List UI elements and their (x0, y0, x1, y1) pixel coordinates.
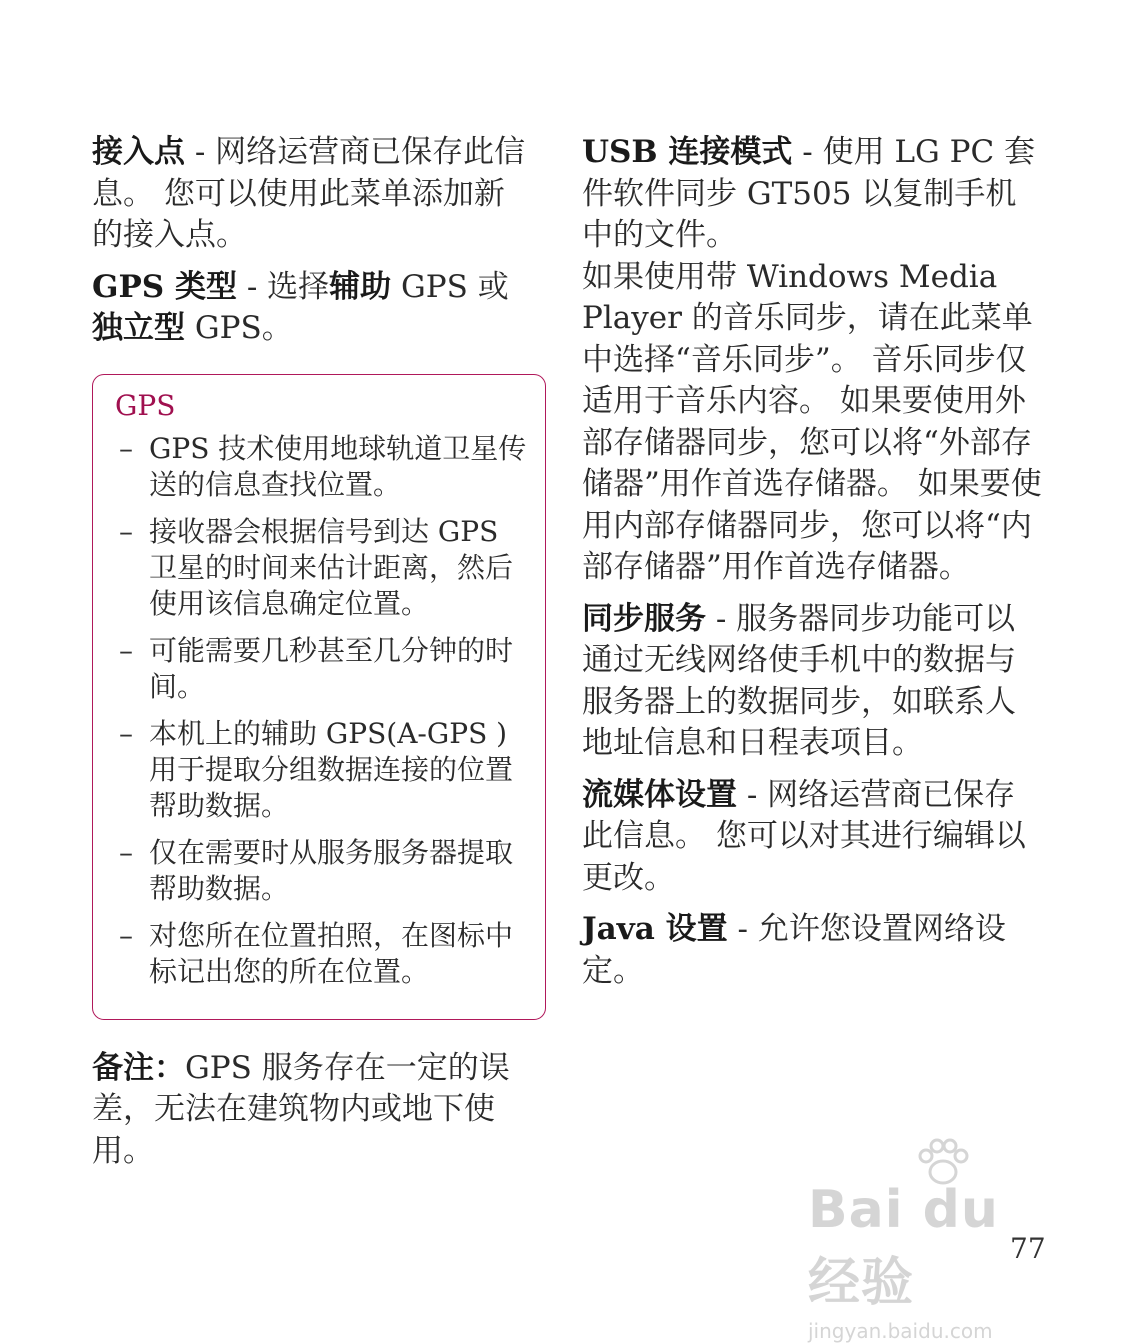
access-point-paragraph (92, 132, 532, 257)
usb-mode-term: USB 连接模式 (582, 134, 793, 170)
right-column (582, 132, 1042, 1002)
gps-type-term: GPS 类型 (92, 268, 237, 305)
gps-box-title: GPS (115, 388, 176, 422)
gps-type-text-1: - 选择 (236, 268, 330, 305)
gps-bullet-item: – 仅在需要时从服务服务器提取帮助数据。 (115, 835, 527, 907)
note-text: GPS 服务存在一定的误差，无法在建筑物内或地下使用。 (92, 1049, 510, 1169)
baidu-watermark (808, 1158, 1068, 1343)
gps-bullet-item: – 对您所在位置拍照，在图标中标记出您的所在位置。 (115, 918, 527, 990)
gps-info-box (92, 374, 546, 1020)
java-settings-paragraph (582, 909, 1042, 992)
gps-type-text-2: GPS 或 (391, 268, 509, 305)
left-column (92, 132, 532, 1182)
gps-type-option-standalone: 独立型 (92, 310, 185, 346)
usb-mode-text: - 使用 LG PC 套件软件同步 GT505 以复制手机中的文件。 (582, 134, 1036, 253)
streaming-settings-term: 流媒体设置 (582, 776, 737, 813)
watermark-logo-text: Bai du 经验 (808, 1180, 999, 1313)
java-settings-text: - 允许您设置网络设定。 (582, 911, 1006, 989)
streaming-settings-text: - 网络运营商已保存此信息。 您可以对其进行编辑以更改。 (582, 776, 1026, 896)
gps-bullet-item: – GPS 技术使用地球轨道卫星传送的信息查找位置。 (115, 431, 527, 503)
gps-bullet-item: – 可能需要几秒甚至几分钟的时间。 (115, 633, 527, 705)
sync-service-term: 同步服务 (582, 600, 706, 637)
usb-mode-paragraph (582, 132, 1042, 257)
sync-service-text: - 服务器同步功能可以通过无线网络使手机中的数据与服务器上的数据同步，如联系人地址信息和日程表项目。 (582, 600, 1016, 761)
note-term: 备注： (92, 1049, 185, 1086)
gps-type-text-3: GPS。 (185, 310, 293, 346)
watermark-url: jingyan.baidu.com (808, 1319, 993, 1343)
page-number: 77 (1010, 1232, 1046, 1265)
java-settings-term: Java 设置 (582, 911, 728, 947)
gps-type-paragraph (92, 267, 532, 350)
gps-type-option-assisted: 辅助 (329, 268, 392, 305)
streaming-settings-paragraph (582, 775, 1042, 900)
gps-bullet-item: – 本机上的辅助 GPS(A-GPS ) 用于提取分组数据连接的位置帮助数据。 (115, 716, 527, 824)
sync-service-paragraph (582, 599, 1042, 765)
music-sync-paragraph: 如果使用带 Windows Media Player 的音乐同步，请在此菜单中选择“音乐同步”。 音乐同步仅适用于音乐内容。 如果要使用外部存储器同步，您可以将“外部存储器”用作首选存储器。 如果要使用内部存储器同步，您可以将“内部存储器”用作首选存储器。 (582, 258, 1042, 585)
access-point-text: - 网络运营商已保存此信息。 您可以使用此菜单添加新的接入点。 (92, 134, 526, 253)
gps-bullet-list (115, 431, 527, 990)
paw-icon (913, 1134, 973, 1194)
access-point-term: 接入点 (92, 134, 185, 170)
gps-bullet-item: – 接收器会根据信号到达 GPS 卫星的时间来估计距离，然后使用该信息确定位置。 (115, 514, 527, 622)
note-paragraph (92, 1048, 532, 1173)
